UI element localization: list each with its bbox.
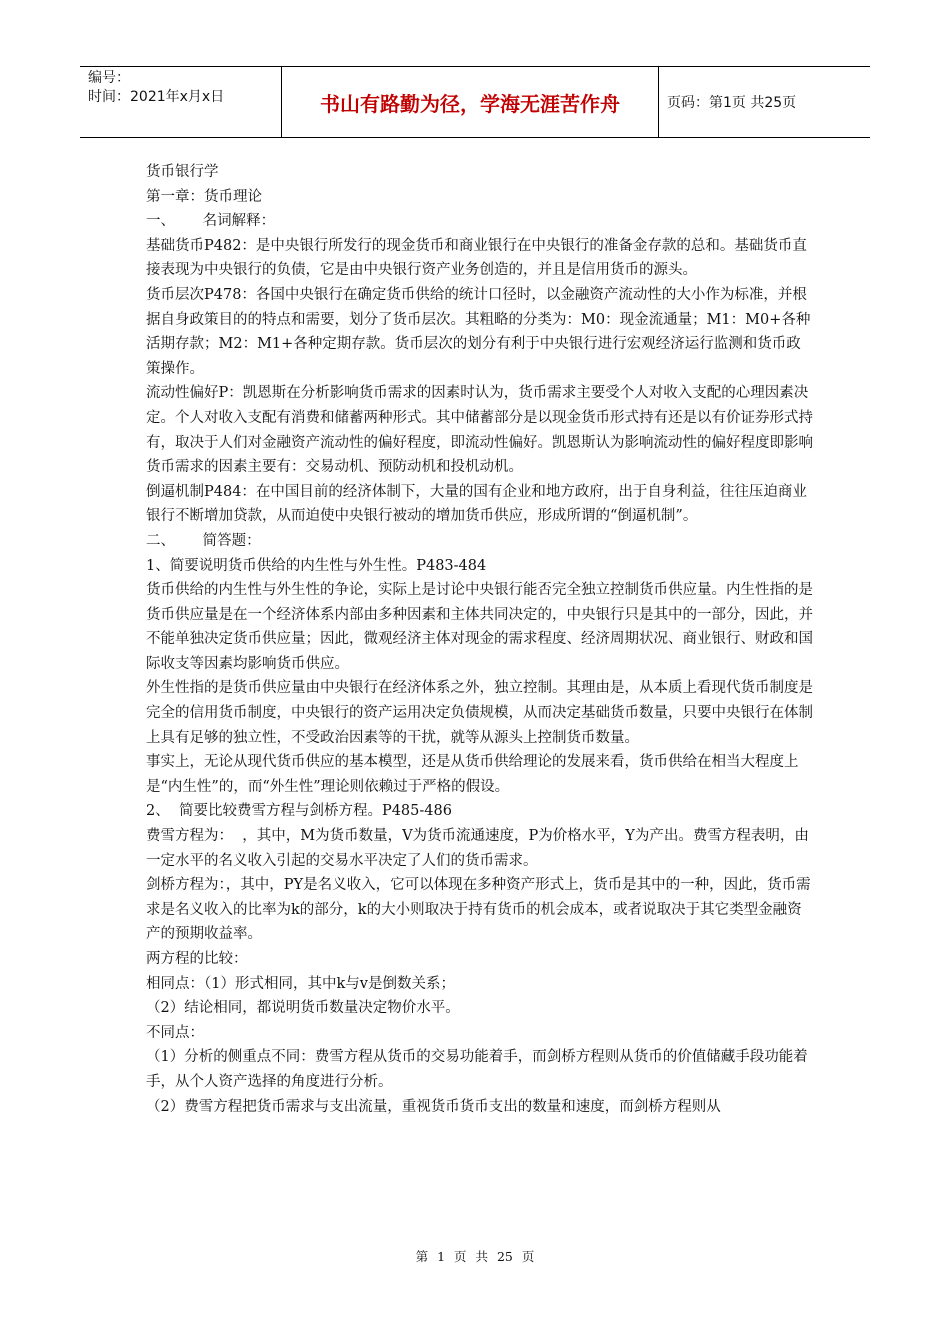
paragraph: 相同点：（1）形式相同，其中k与v是倒数关系； — [146, 975, 455, 992]
header-page-info: 页码：第1页 共25页 — [667, 95, 797, 111]
page-header — [80, 66, 870, 138]
page-footer: 第 1 页 共 25 页 — [415, 1249, 535, 1264]
paragraph: 货币供给的内生性与外生性的争论，实际上是讨论中央银行能否完全独立控制货币供应量。内生性指的是货币供应量是在一个经济体系内部由多种因素和主体共同决定的，中央银行只是其中的一部分，因此，并不能单独决定货币供应量；因此，微观经济主体对现金的需求程度、经济周期状况、商业银行、财政和国际收支等因素均影响货币供应。 — [146, 582, 813, 672]
section-heading: 一、 名词解释： — [146, 213, 276, 230]
paragraph: （2）费雪方程把货币需求与支出流量，重视货币货币支出的数量和速度，而剑桥方程则从 — [146, 1098, 721, 1115]
paragraph: 货币层次P478：各国中央银行在确定货币供给的统计口径时，以金融资产流动性的大小作为标准，并根据自身政策目的的特点和需要，划分了货币层次。其粗略的分类为：M0：现金流通量；M1：M0+各种活期存款；M2：M1+各种定期存款。货币层次的划分有利于中央银行进行宏观经济运行监测和货币政策操作。 — [146, 286, 811, 377]
document-body — [146, 160, 814, 1119]
paragraph: 不同点： — [146, 1024, 204, 1041]
header-meta — [80, 67, 282, 137]
question-heading: 2、 简要比较费雪方程与剑桥方程。P485-486 — [146, 803, 452, 820]
paragraph: 基础货币P482：是中央银行所发行的现金货币和商业银行在中央银行的准备金存款的总和。基础货币直接表现为中央银行的负债，它是由中央银行资产业务创造的，并且是信用货币的源头。 — [146, 237, 807, 279]
paragraph: （2）结论相同，都说明货币数量决定物价水平。 — [146, 1000, 460, 1017]
paragraph: 剑桥方程为：，其中，PY是名义收入，它可以体现在多种资产形式上，货币是其中的一种，因此，货币需求是名义收入的比率为k的部分，k的大小则取决于持有货币的机会成本，或者说取决于其它类型金融资产的预期收益率。 — [146, 877, 811, 943]
header-motto: 书山有路勤为径，学海无涯苦作舟 — [282, 67, 659, 137]
paragraph: 两方程的比较： — [146, 951, 248, 967]
paragraph: 事实上，无论从现代货币供应的基本模型，还是从货币供给理论的发展来看，货币供给在相当大程度上是“内生性”的，而“外生性”理论则依赖过于严格的假设。 — [146, 754, 799, 795]
paragraph: 外生性指的是货币供应量由中央银行在经济体系之外，独立控制。其理由是，从本质上看现代货币制度是完全的信用货币制度，中央银行的资产运用决定负债规模，从而决定基础货币数量，只要中央银行在体制上具有足够的独立性，不受政治因素等的干扰，就等从源头上控制货币数量。 — [146, 680, 813, 746]
chapter-title: 第一章：货币理论 — [146, 188, 262, 205]
question-heading: 1、简要说明货币供给的内生性与外生性。P483-484 — [146, 557, 487, 574]
section-heading: 二、 简答题： — [146, 532, 261, 549]
paragraph: 费雪方程为： ，其中，M为货币数量，V为货币流通速度，P为价格水平，Y为产出。费雪方程表明，由一定水平的名义收入引起的交易水平决定了人们的货币需求。 — [146, 828, 809, 869]
time-label: 时间：2021年x月x日 — [88, 89, 225, 105]
paragraph: 倒逼机制P484：在中国目前的经济体制下，大量的国有企业和地方政府，出于自身利益，往往压迫商业银行不断增加贷款，从而迫使中央银行被动的增加货币供应，形成所谓的“倒逼机制”。 — [146, 483, 807, 525]
paragraph: 流动性偏好P：凯恩斯在分析影响货币需求的因素时认为，货币需求主要受个人对收入支配的心理因素决定。个人对收入支配有消费和储蓄两种形式。其中储蓄部分是以现金货币形式持有还是以有价证券形式持有，取决于人们对金融资产流动性的偏好程度，即流动性偏好。凯恩斯认为影响流动性的偏好程度即影响货币需求的因素主要有：交易动机、预防动机和投机动机。 — [146, 385, 813, 476]
doc-title: 货币银行学 — [146, 164, 219, 180]
paragraph: （1）分析的侧重点不同：费雪方程从货币的交易功能着手，而剑桥方程则从货币的价值储藏手段功能着手，从个人资产选择的角度进行分析。 — [146, 1049, 808, 1090]
code-label: 编号： — [88, 70, 130, 86]
